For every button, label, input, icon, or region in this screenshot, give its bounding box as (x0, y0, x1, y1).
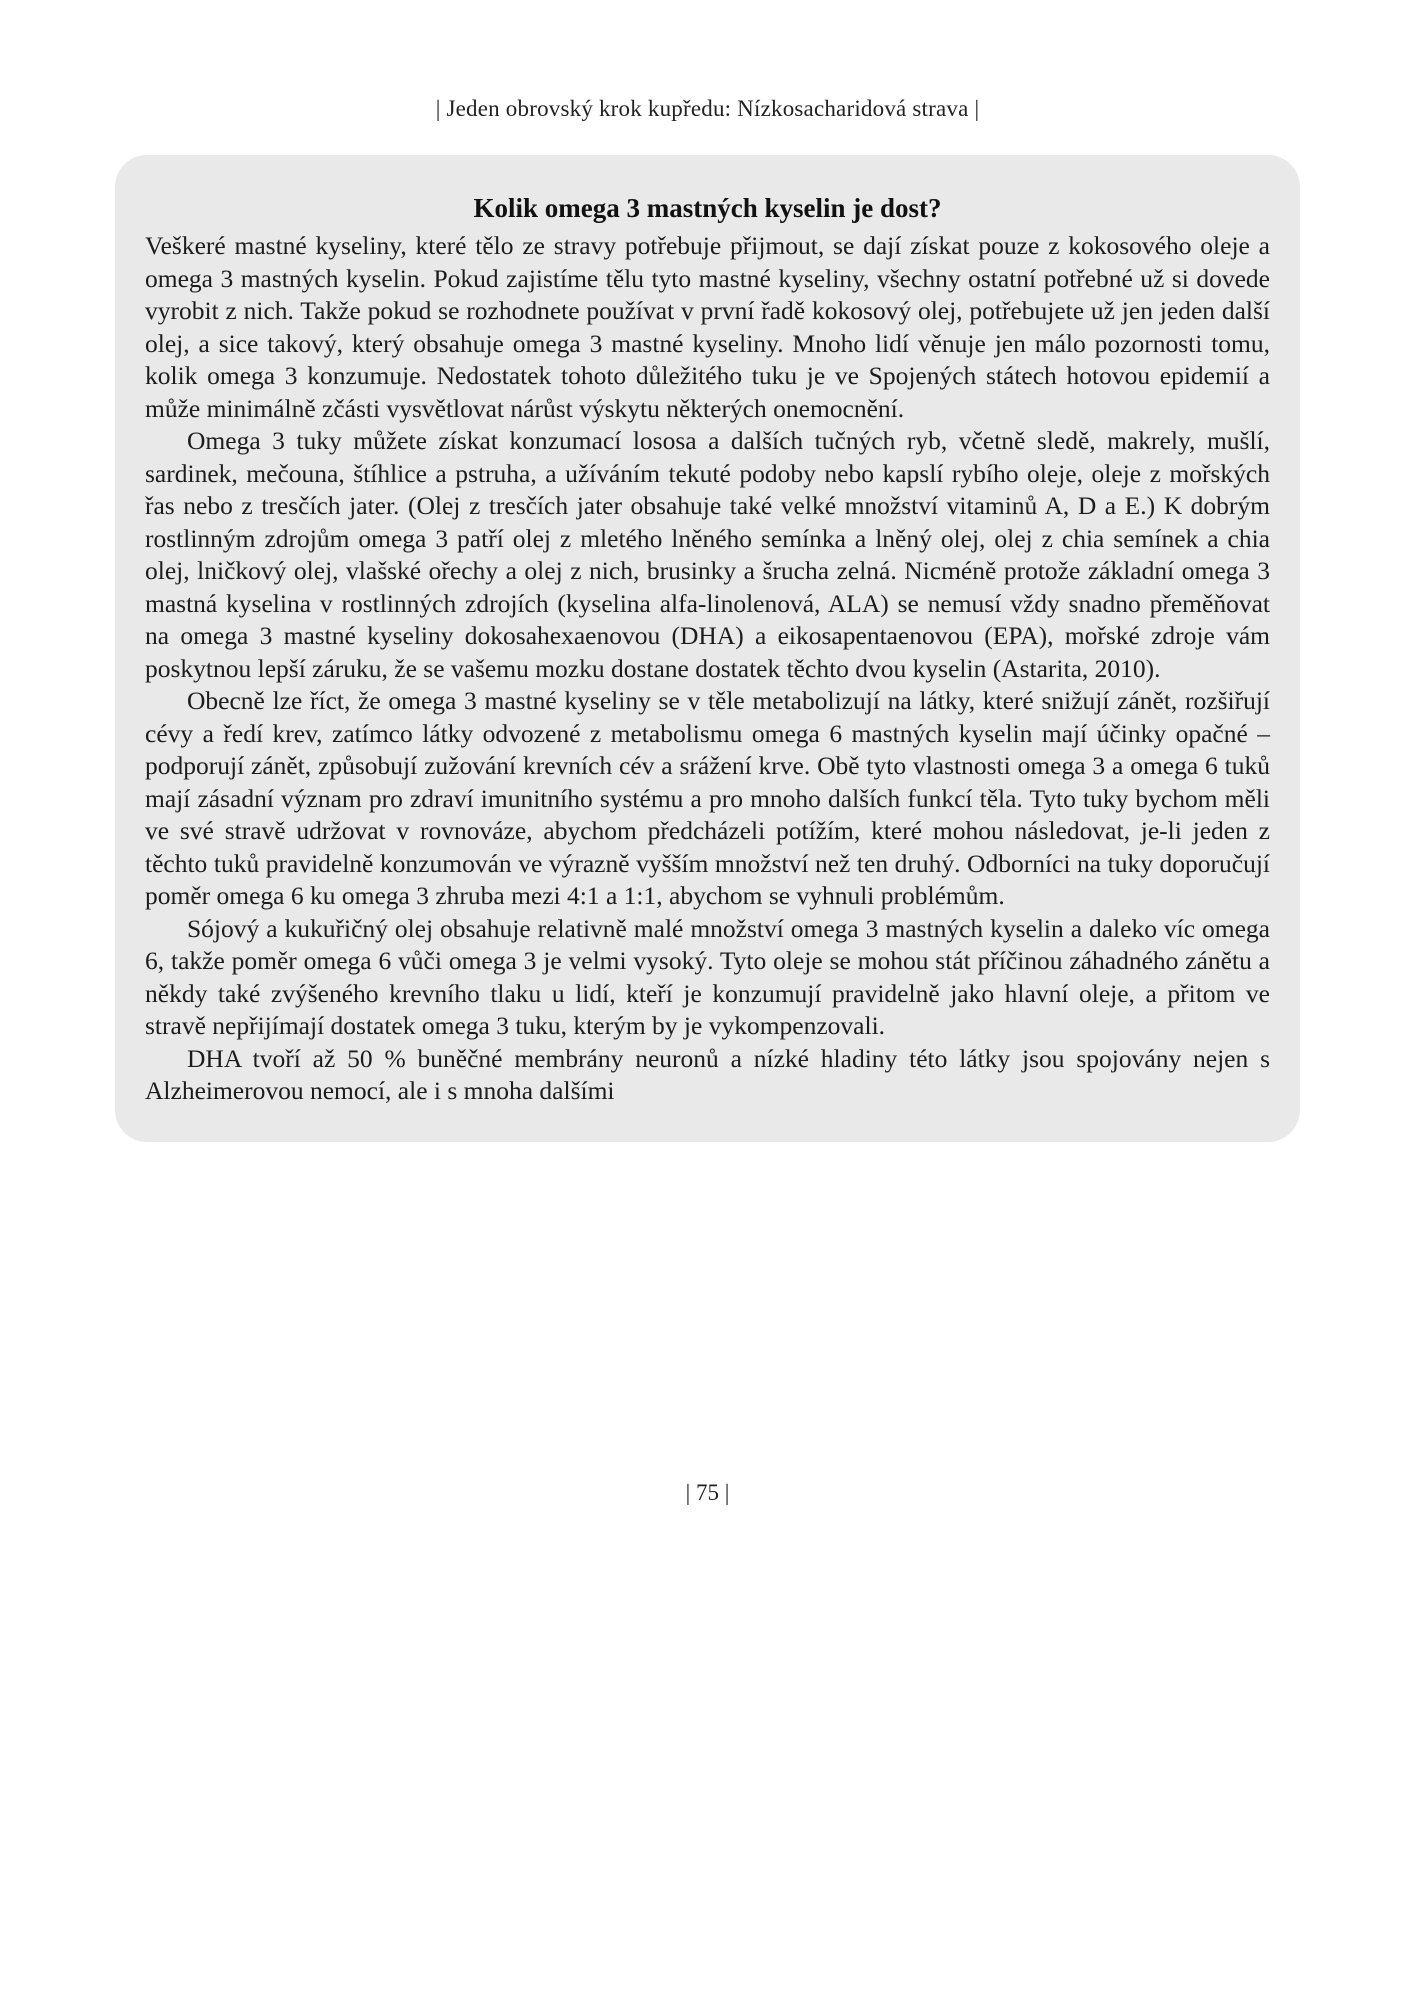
page-number: | 75 | (685, 1480, 730, 1505)
paragraph: Sójový a kukuřičný olej obsahuje relativně malé množství omega 3 mastných kyselin a daleko víc omega 6, takže poměr omega 6 vůči omega 3 je velmi vysoký. Tyto oleje se mohou stát příčinou záhadného zánětu a někdy také zvýšeného krevního tlaku u lidí, kteří je konzumují pravidelně jako hlavní oleje, a přitom ve stravě nepřijímají dostatek omega 3 tuku, kterým by je vykompenzovali. (145, 913, 1270, 1040)
running-header: | Jeden obrovský krok kupředu: Nízkosacharidová strava | (435, 96, 980, 121)
section-title: Kolik omega 3 mastných kyselin je dost? (473, 193, 942, 223)
content-card (115, 155, 1300, 1142)
paragraph: Obecně lze říct, že omega 3 mastné kyseliny se v těle metabolizují na látky, které snižují zánět, rozšiřují cévy a ředí krev, zatímco látky odvozené z metabolismu omega 6 mastných kyselin mají účinky opačné – podporují zánět, způsobují zužování krevních cév a srážení krve. Obě tyto vlastnosti omega 3 a omega 6 tuků mají zásadní význam pro zdraví imunitního systému a pro mnoho dalších funkcí těla. Tyto tuky bychom měli ve své stravě udržovat v rovnováze, abychom předcházeli potížím, které mohou následovat, je-li jeden z těchto tuků pravidelně konzumován ve výrazně vyšším množství než ten druhý. Odborníci na tuky doporučují poměr omega 6 ku omega 3 zhruba mezi 4:1 a 1:1, abychom se vyhnuli problémům. (145, 686, 1270, 910)
paragraph: Veškeré mastné kyseliny, které tělo ze stravy potřebuje přijmout, se dají získat pouze z kokosového oleje a omega 3 mastných kyselin. Pokud zajistíme tělu tyto mastné kyseliny, všechny ostatní potřebné už si dovede vyrobit z nich. Takže pokud se rozhodnete používat v první řadě kokosový olej, potřebujete už jen jeden další olej, a sice takový, který obsahuje omega 3 mastné kyseliny. Mnoho lidí věnuje jen málo pozornosti tomu, kolik omega 3 konzumuje. Nedostatek tohoto důležitého tuku je ve Spojených státech hotovou epidemií a může minimálně zčásti vysvětlovat nárůst výskytu některých onemocnění. (145, 231, 1270, 423)
paragraph: Omega 3 tuky můžete získat konzumací lososa a dalších tučných ryb, včetně sledě, makrely, mušlí, sardinek, mečouna, štíhlice a pstruha, a užíváním tekuté podoby nebo kapslí rybího oleje, oleje z mořských řas nebo z tresčích jater. (Olej z tresčích jater obsahuje také velké množství vitaminů A, D a E.) K dobrým rostlinným zdrojům omega 3 patří olej z mletého lněného semínka a lněný olej, olej z chia semínek a chia olej, lničkový olej, vlašské ořechy a olej z nich, brusinky a šrucha zelná. Nicméně protože základní omega 3 mastná kyselina v rostlinných zdrojích (kyselina alfa-linolenová, ALA) se nemusí vždy snadno přeměňovat na omega 3 mastné kyseliny dokosahexaenovou (DHA) a eikosapentaenovou (EPA), mořské zdroje vám poskytnou lepší záruku, že se vašemu mozku dostane dostatek těchto dvou kyselin (Astarita, 2010). (145, 426, 1270, 683)
paragraph: DHA tvoří až 50 % buněčné membrány neuronů a nízké hladiny této látky jsou spojovány nejen s Alzheimerovou nemocí, ale i s mnoha dalšími (145, 1043, 1270, 1105)
